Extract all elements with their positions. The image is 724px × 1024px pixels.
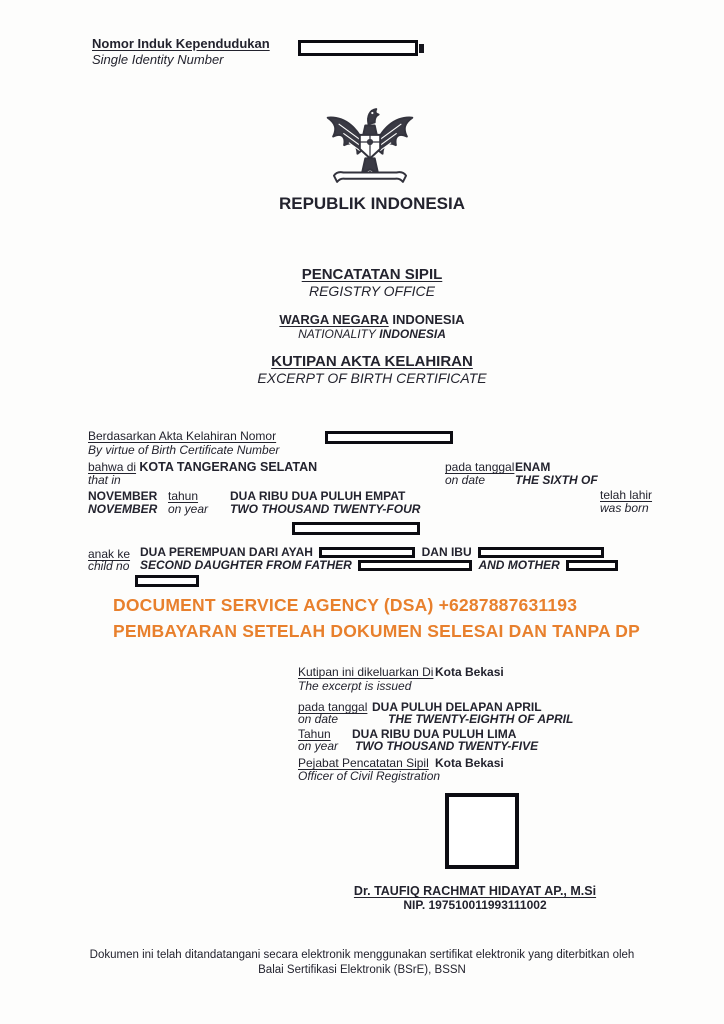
- parents-line-en: SECOND DAUGHTER FROM FATHER AND MOTHER: [140, 559, 621, 572]
- signatory-block: [330, 884, 620, 912]
- birth-year-label-id: tahun: [168, 489, 199, 503]
- nationality-line-id: WARGA NEGARA INDONESIA: [279, 312, 465, 327]
- issue-date-value-id: DUA PULUH DELAPAN APRIL: [372, 700, 542, 714]
- birth-month-en: NOVEMBER: [88, 502, 158, 516]
- issued-at-place: Kota Bekasi: [435, 665, 504, 679]
- footer-line2: Balai Sertifikasi Elektronik (BSrE), BSSN: [258, 964, 466, 976]
- agency-watermark-line2: PEMBAYARAN SETELAH DOKUMEN SELESAI DAN TANPA DP: [113, 621, 640, 641]
- redaction-box-father-id: [319, 547, 415, 558]
- nik-label-id: Nomor Induk Kependudukan: [92, 36, 270, 51]
- footer-line1: Dokumen ini telah ditandatangani secara elektronik menggunakan sertifikat elektronik yang diterbitkan oleh: [89, 949, 635, 961]
- officer-label-en: Officer of Civil Registration: [298, 769, 441, 783]
- agency-watermark: [113, 592, 640, 644]
- signatory-nip: NIP. 197510011993111002: [403, 898, 547, 912]
- was-born-label-en: was born: [600, 501, 649, 515]
- doc-title-id: KUTIPAN AKTA KELAHIRAN: [271, 353, 473, 370]
- signature-stamp-box: [445, 793, 519, 869]
- issue-date-value-en: THE TWENTY-EIGHTH OF APRIL: [388, 712, 574, 726]
- issued-at-label-id: Kutipan ini dikeluarkan Di: [298, 665, 434, 679]
- birth-date-value-id: ENAM: [515, 460, 551, 474]
- document-headers: [10, 266, 724, 386]
- signatory-name: Dr. TAUFIQ RACHMAT HIDAYAT AP., M.Si: [353, 884, 597, 898]
- birth-place-label-en: that in: [88, 473, 121, 487]
- registry-office-en: REGISTRY OFFICE: [308, 283, 435, 299]
- birth-year-label-en: on year: [168, 502, 209, 516]
- electronic-signature-footer: [0, 948, 724, 978]
- redaction-box-father-en: [358, 560, 472, 571]
- child-no-label-en: child no: [88, 559, 130, 573]
- nationality-line-en: NATIONALITY INDONESIA: [298, 327, 446, 341]
- issue-year-value-id: DUA RIBU DUA PULUH LIMA: [352, 727, 517, 741]
- issue-year-label-en: on year: [298, 739, 339, 753]
- parents-line-id: DUA PEREMPUAN DARI AYAH DAN IBU: [140, 546, 607, 559]
- scan-artifact: [419, 44, 424, 53]
- birth-date-label-en: on date: [445, 473, 486, 487]
- was-born-label-id: telah lahir: [600, 488, 653, 502]
- agency-watermark-line1: DOCUMENT SERVICE AGENCY (DSA) +6287887631193: [113, 595, 578, 615]
- basis-label-en: By virtue of Birth Certificate Number: [88, 443, 280, 457]
- birth-place-line: bahwa di KOTA TANGERANG SELATAN: [88, 460, 318, 474]
- redaction-box-nik: [298, 40, 418, 56]
- redaction-box-mother-en: [566, 560, 618, 571]
- issue-year-value-en: TWO THOUSAND TWENTY-FIVE: [355, 739, 539, 753]
- birth-date-value-en: THE SIXTH OF: [515, 473, 598, 487]
- redaction-box-mother-id: [478, 547, 604, 558]
- nik-label-en: Single Identity Number: [92, 52, 224, 67]
- registry-office-id: PENCATATAN SIPIL: [301, 266, 443, 283]
- birth-date-label-id: pada tanggal: [445, 460, 515, 474]
- redaction-box-child-name: [292, 522, 420, 535]
- issued-at-label-en: The excerpt is issued: [298, 679, 412, 693]
- issue-date-label-en: on date: [298, 712, 339, 726]
- redaction-box-extra: [135, 575, 199, 587]
- officer-label-id: Pejabat Pencatatan Sipil: [298, 756, 429, 770]
- country-title: REPUBLIK INDONESIA: [278, 194, 466, 213]
- birth-year-value-id: DUA RIBU DUA PULUH EMPAT: [230, 489, 406, 503]
- birth-year-value-en: TWO THOUSAND TWENTY-FOUR: [230, 502, 421, 516]
- issue-date-label-id: pada tanggal: [298, 700, 368, 714]
- birth-month-id: NOVEMBER: [88, 489, 158, 503]
- issue-year-label-id: Tahun: [298, 727, 331, 741]
- doc-title-en: EXCERPT OF BIRTH CERTIFICATE: [257, 370, 487, 386]
- officer-place: Kota Bekasi: [435, 756, 504, 770]
- basis-label-id: Berdasarkan Akta Kelahiran Nomor: [88, 429, 277, 443]
- redaction-box-cert-number: [325, 431, 453, 444]
- garuda-pancasila-icon: [323, 102, 417, 196]
- child-no-label-id: anak ke: [88, 547, 131, 561]
